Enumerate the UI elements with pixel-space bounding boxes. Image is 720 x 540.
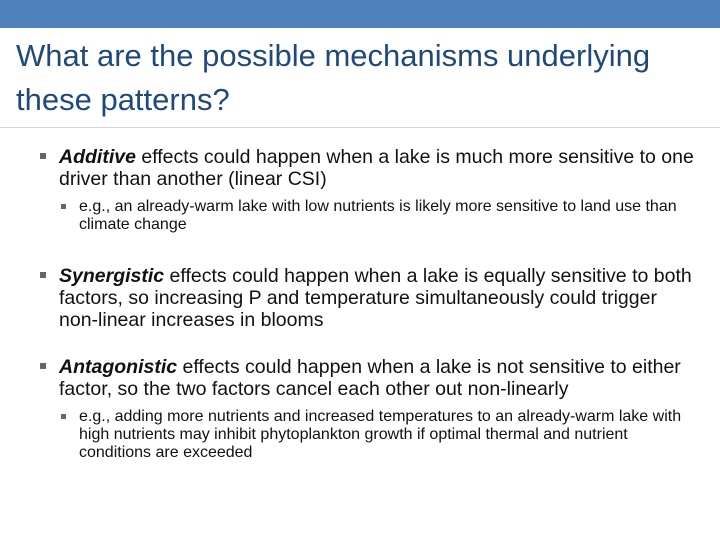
slide-title: What are the possible mechanisms underlying these patterns? <box>16 38 651 117</box>
bullet-text: effects could happen when a lake is not sensitive to either factor, so the two factors cancel each other out non-linearly <box>59 356 681 400</box>
bullet-additive <box>40 146 700 190</box>
square-bullet-icon <box>61 414 66 419</box>
top-accent-bar <box>0 0 720 28</box>
bullet-antagonistic <box>40 356 700 400</box>
sub-bullet-antagonistic <box>60 408 700 462</box>
bullet-synergistic <box>40 265 700 331</box>
sub-bullet-additive <box>60 198 700 234</box>
sub-bullet-text: e.g., adding more nutrients and increased temperatures to an already-warm lake with high nutrients may inhibit phytoplankton growth if optimal thermal and nutrient conditions are exceeded <box>79 408 682 461</box>
title-divider <box>0 127 720 128</box>
bullet-text: effects could happen when a lake is equally sensitive to both factors, so increasing P and temperature simultaneously could trigger non-linear increases in blooms <box>59 265 692 331</box>
bullet-text: effects could happen when a lake is much more sensitive to one driver than another (linear CSI) <box>59 146 694 190</box>
bullet-lead-term: Antagonistic <box>59 356 178 378</box>
square-bullet-icon <box>61 204 66 209</box>
square-bullet-icon <box>40 363 46 369</box>
square-bullet-icon <box>40 153 46 159</box>
slide-body <box>40 146 700 462</box>
sub-bullet-text: e.g., an already-warm lake with low nutrients is likely more sensitive to land use than climate change <box>79 198 677 233</box>
bullet-lead-term: Synergistic <box>59 265 165 287</box>
square-bullet-icon <box>40 272 46 278</box>
bullet-lead-term: Additive <box>59 146 136 168</box>
